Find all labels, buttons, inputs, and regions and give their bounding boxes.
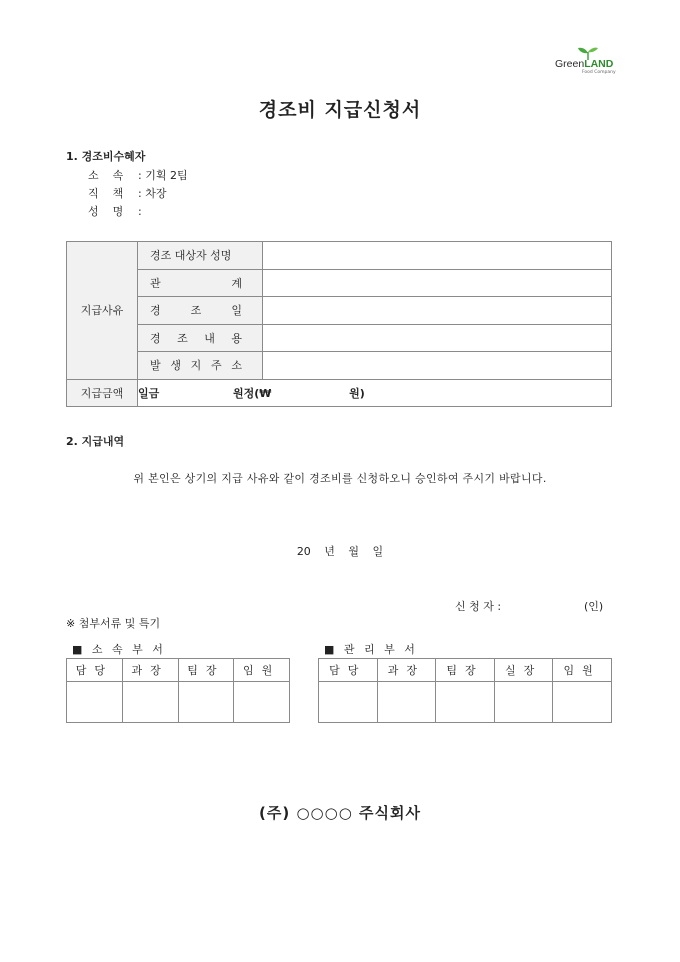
info-value: : 차장: [138, 187, 167, 200]
role-header: 팀장: [178, 659, 234, 682]
info-label: 소 속: [88, 169, 124, 182]
role-header: 담당: [67, 659, 123, 682]
signature-box[interactable]: [494, 682, 553, 723]
info-value: : 기획 2팀: [138, 169, 188, 182]
attachments-note: ※ 첨부서류 및 특기: [66, 617, 161, 630]
company-name: (주) ○○○○ 주식회사: [259, 804, 421, 822]
amount-value[interactable]: [138, 379, 612, 407]
table-row: [319, 682, 612, 723]
label-char: 지: [190, 359, 202, 373]
relation-value[interactable]: [263, 269, 612, 297]
request-statement: 위 본인은 상기의 지급 사유와 같이 경조비를 신청하오니 승인하여 주시기 바랍니다.: [133, 472, 547, 485]
label-char: 발: [150, 359, 161, 373]
role-header: 담당: [319, 659, 378, 682]
own-dept-approval-table: [66, 658, 290, 723]
target-name-value[interactable]: [263, 242, 612, 270]
role-header: 팀장: [436, 659, 495, 682]
section2-heading: 2. 지급내역: [66, 435, 125, 448]
info-name: [88, 203, 142, 219]
info-label: 성 명: [88, 205, 124, 218]
signature-box[interactable]: [377, 682, 436, 723]
signature-box[interactable]: [67, 682, 123, 723]
label-char: 주: [210, 359, 222, 373]
label-char: 경: [150, 331, 161, 345]
label-char: 조: [177, 331, 188, 345]
table-row: [319, 659, 612, 682]
label-char: 내: [204, 331, 215, 345]
table-row: [67, 269, 612, 297]
signature-box[interactable]: [553, 682, 612, 723]
date-line: 20 년 월 일: [296, 545, 384, 558]
label-char: 관: [150, 276, 161, 290]
table-row: [67, 379, 612, 407]
label-char: 생: [170, 359, 181, 373]
signature-box[interactable]: [234, 682, 290, 723]
reason-group-label: 지급사유: [67, 242, 138, 380]
row-label-target-name: [138, 242, 263, 270]
admin-dept-title: ■ 관 리 부 서: [324, 643, 418, 656]
amount-label: 지급금액: [67, 379, 138, 407]
role-header: 임원: [553, 659, 612, 682]
info-position: [88, 185, 166, 201]
admin-dept-approval-table: [318, 658, 612, 723]
table-row: [67, 682, 290, 723]
role-header: 실장: [494, 659, 553, 682]
amount-won-open: 원정(₩: [232, 386, 272, 400]
row-label-relation: [138, 269, 263, 297]
logo-green: Green: [555, 58, 585, 70]
row-label-event-address: [138, 352, 263, 380]
own-dept-title: ■ 소 속 부 서: [72, 643, 166, 656]
document-title: 경조비 지급신청서: [258, 99, 422, 121]
signature-box[interactable]: [436, 682, 495, 723]
section1-heading: 1. 경조비수혜자: [66, 150, 146, 163]
info-label: 직 책: [88, 187, 124, 200]
applicant-label: 신 청 자 :: [455, 600, 502, 613]
table-row: [67, 352, 612, 380]
amount-won-close: 원): [349, 386, 365, 400]
role-header: 과장: [122, 659, 178, 682]
label-char: 일: [231, 304, 242, 318]
info-affiliation: [88, 167, 188, 183]
label-char: 용: [231, 331, 242, 345]
label-char: 계: [231, 276, 242, 290]
signature-box[interactable]: [178, 682, 234, 723]
applicant-stamp: (인): [584, 600, 604, 613]
row-label-text: 경조 대상자 성명: [150, 249, 232, 263]
amount-prefix: 일금: [138, 386, 160, 400]
label-char: 소: [231, 359, 242, 373]
event-content-value[interactable]: [263, 324, 612, 352]
table-row: [67, 659, 290, 682]
event-date-value[interactable]: [263, 297, 612, 325]
row-label-event-content: [138, 324, 263, 352]
role-header: 과장: [377, 659, 436, 682]
logo-tagline: Food Company: [582, 70, 616, 75]
logo-wordmark: [555, 58, 613, 70]
signature-box[interactable]: [319, 682, 378, 723]
row-label-event-date: [138, 297, 263, 325]
label-char: 경: [150, 304, 161, 318]
role-header: 임원: [234, 659, 290, 682]
table-row: [67, 297, 612, 325]
event-address-value[interactable]: [263, 352, 612, 380]
table-row: [67, 324, 612, 352]
signature-box[interactable]: [122, 682, 178, 723]
company-logo: [555, 46, 615, 74]
logo-land: LAND: [584, 58, 614, 70]
table-row: [67, 242, 612, 270]
label-char: 조: [190, 304, 202, 318]
payment-reason-table: [66, 241, 612, 407]
info-value: :: [138, 205, 142, 218]
